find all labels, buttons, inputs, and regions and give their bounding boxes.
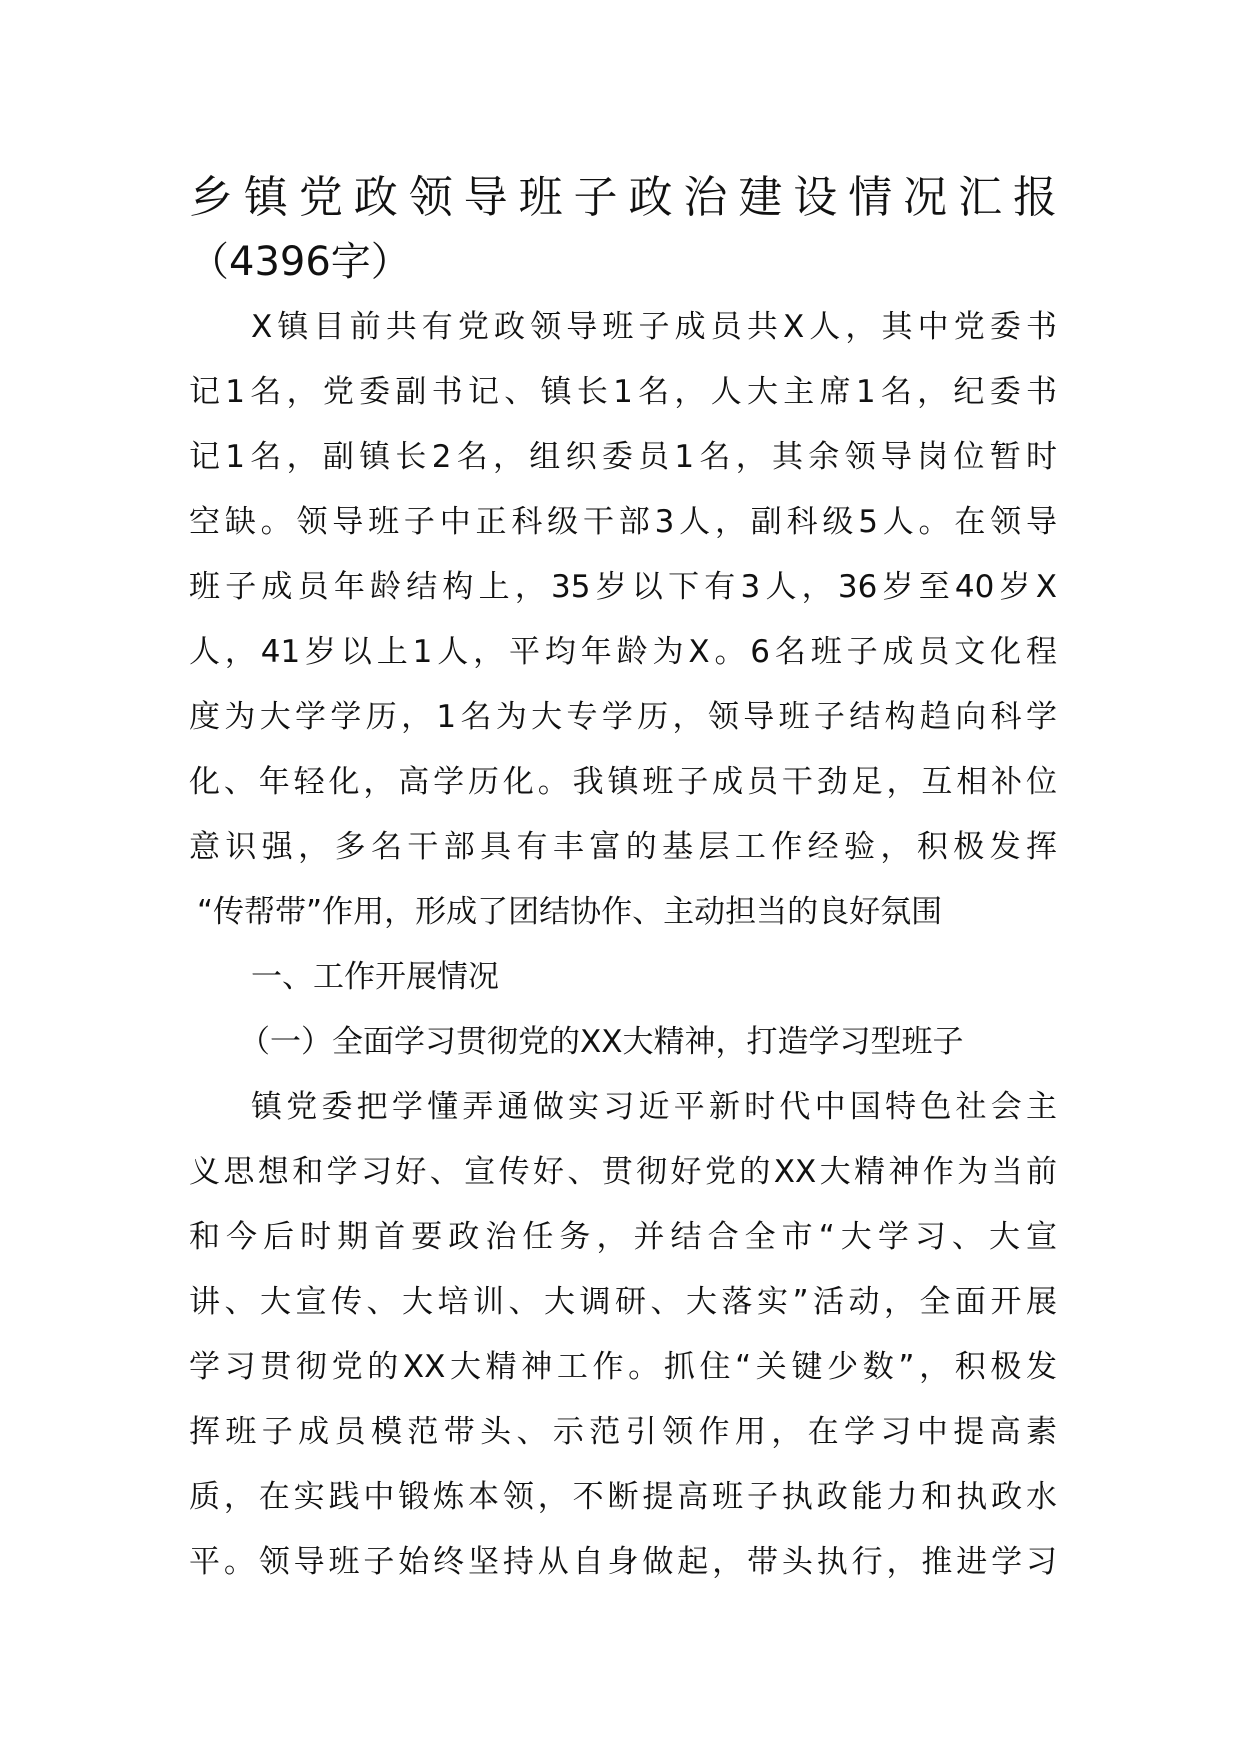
document-page — [189, 165, 1057, 1595]
text-line: 平。领导班子始终坚持从自身做起，带头执行，推进学习 — [189, 1544, 1057, 1580]
text-line: 人，41岁以上1人，平均年龄为X。6名班子成员文化程 — [189, 634, 1057, 670]
text-line: 记1名，副镇长2名，组织委员1名，其余领导岗位暂时 — [189, 439, 1057, 475]
text-line: 记1名，党委副书记、镇长1名，人大主席1名，纪委书 — [189, 374, 1057, 410]
paragraph-study — [189, 1075, 1057, 1595]
text-line: 班子成员年龄结构上，35岁以下有3人，36岁至40岁X — [189, 569, 1057, 605]
text-line: 度为大学学历，1名为大专学历，领导班子结构趋向科学 — [189, 699, 1057, 735]
text-line: 义思想和学习好、宣传好、贯彻好党的XX大精神作为当前 — [189, 1154, 1057, 1190]
text-line: 质，在实践中锻炼本领，不断提高班子执政能力和执政水 — [189, 1479, 1057, 1515]
text-line: 学习贯彻党的XX大精神工作。抓住“关键少数”，积极发 — [189, 1349, 1057, 1385]
text-line: 空缺。领导班子中正科级干部3人，副科级5人。在领导 — [189, 504, 1057, 540]
text-line: 意识强，多名干部具有丰富的基层工作经验，积极发挥 — [189, 829, 1057, 865]
text-line: 镇党委把学懂弄通做实习近平新时代中国特色社会主 — [251, 1089, 1057, 1125]
text-line: “传帮带”作用，形成了团结协作、主动担当的良好氛围 — [197, 894, 943, 930]
document-title-wordcount: （4396字） — [189, 239, 411, 285]
document-title: 乡镇党政领导班子政治建设情况汇报 — [189, 172, 1057, 223]
text-line: 和今后时期首要政治任务，并结合全市“大学习、大宣 — [189, 1219, 1057, 1255]
text-line: X镇目前共有党政领导班子成员共X人，其中党委书 — [251, 309, 1057, 345]
subsection-heading: （一）全面学习贯彻党的XX大精神，打造学习型班子 — [239, 1024, 964, 1060]
text-line: 挥班子成员模范带头、示范引领作用，在学习中提高素 — [189, 1414, 1057, 1450]
text-line: 化、年轻化，高学历化。我镇班子成员干劲足，互相补位 — [189, 764, 1057, 800]
paragraph-intro — [189, 295, 1057, 945]
text-line: 讲、大宣传、大培训、大调研、大落实”活动，全面开展 — [189, 1284, 1057, 1320]
section-heading: 一、工作开展情况 — [251, 959, 499, 995]
